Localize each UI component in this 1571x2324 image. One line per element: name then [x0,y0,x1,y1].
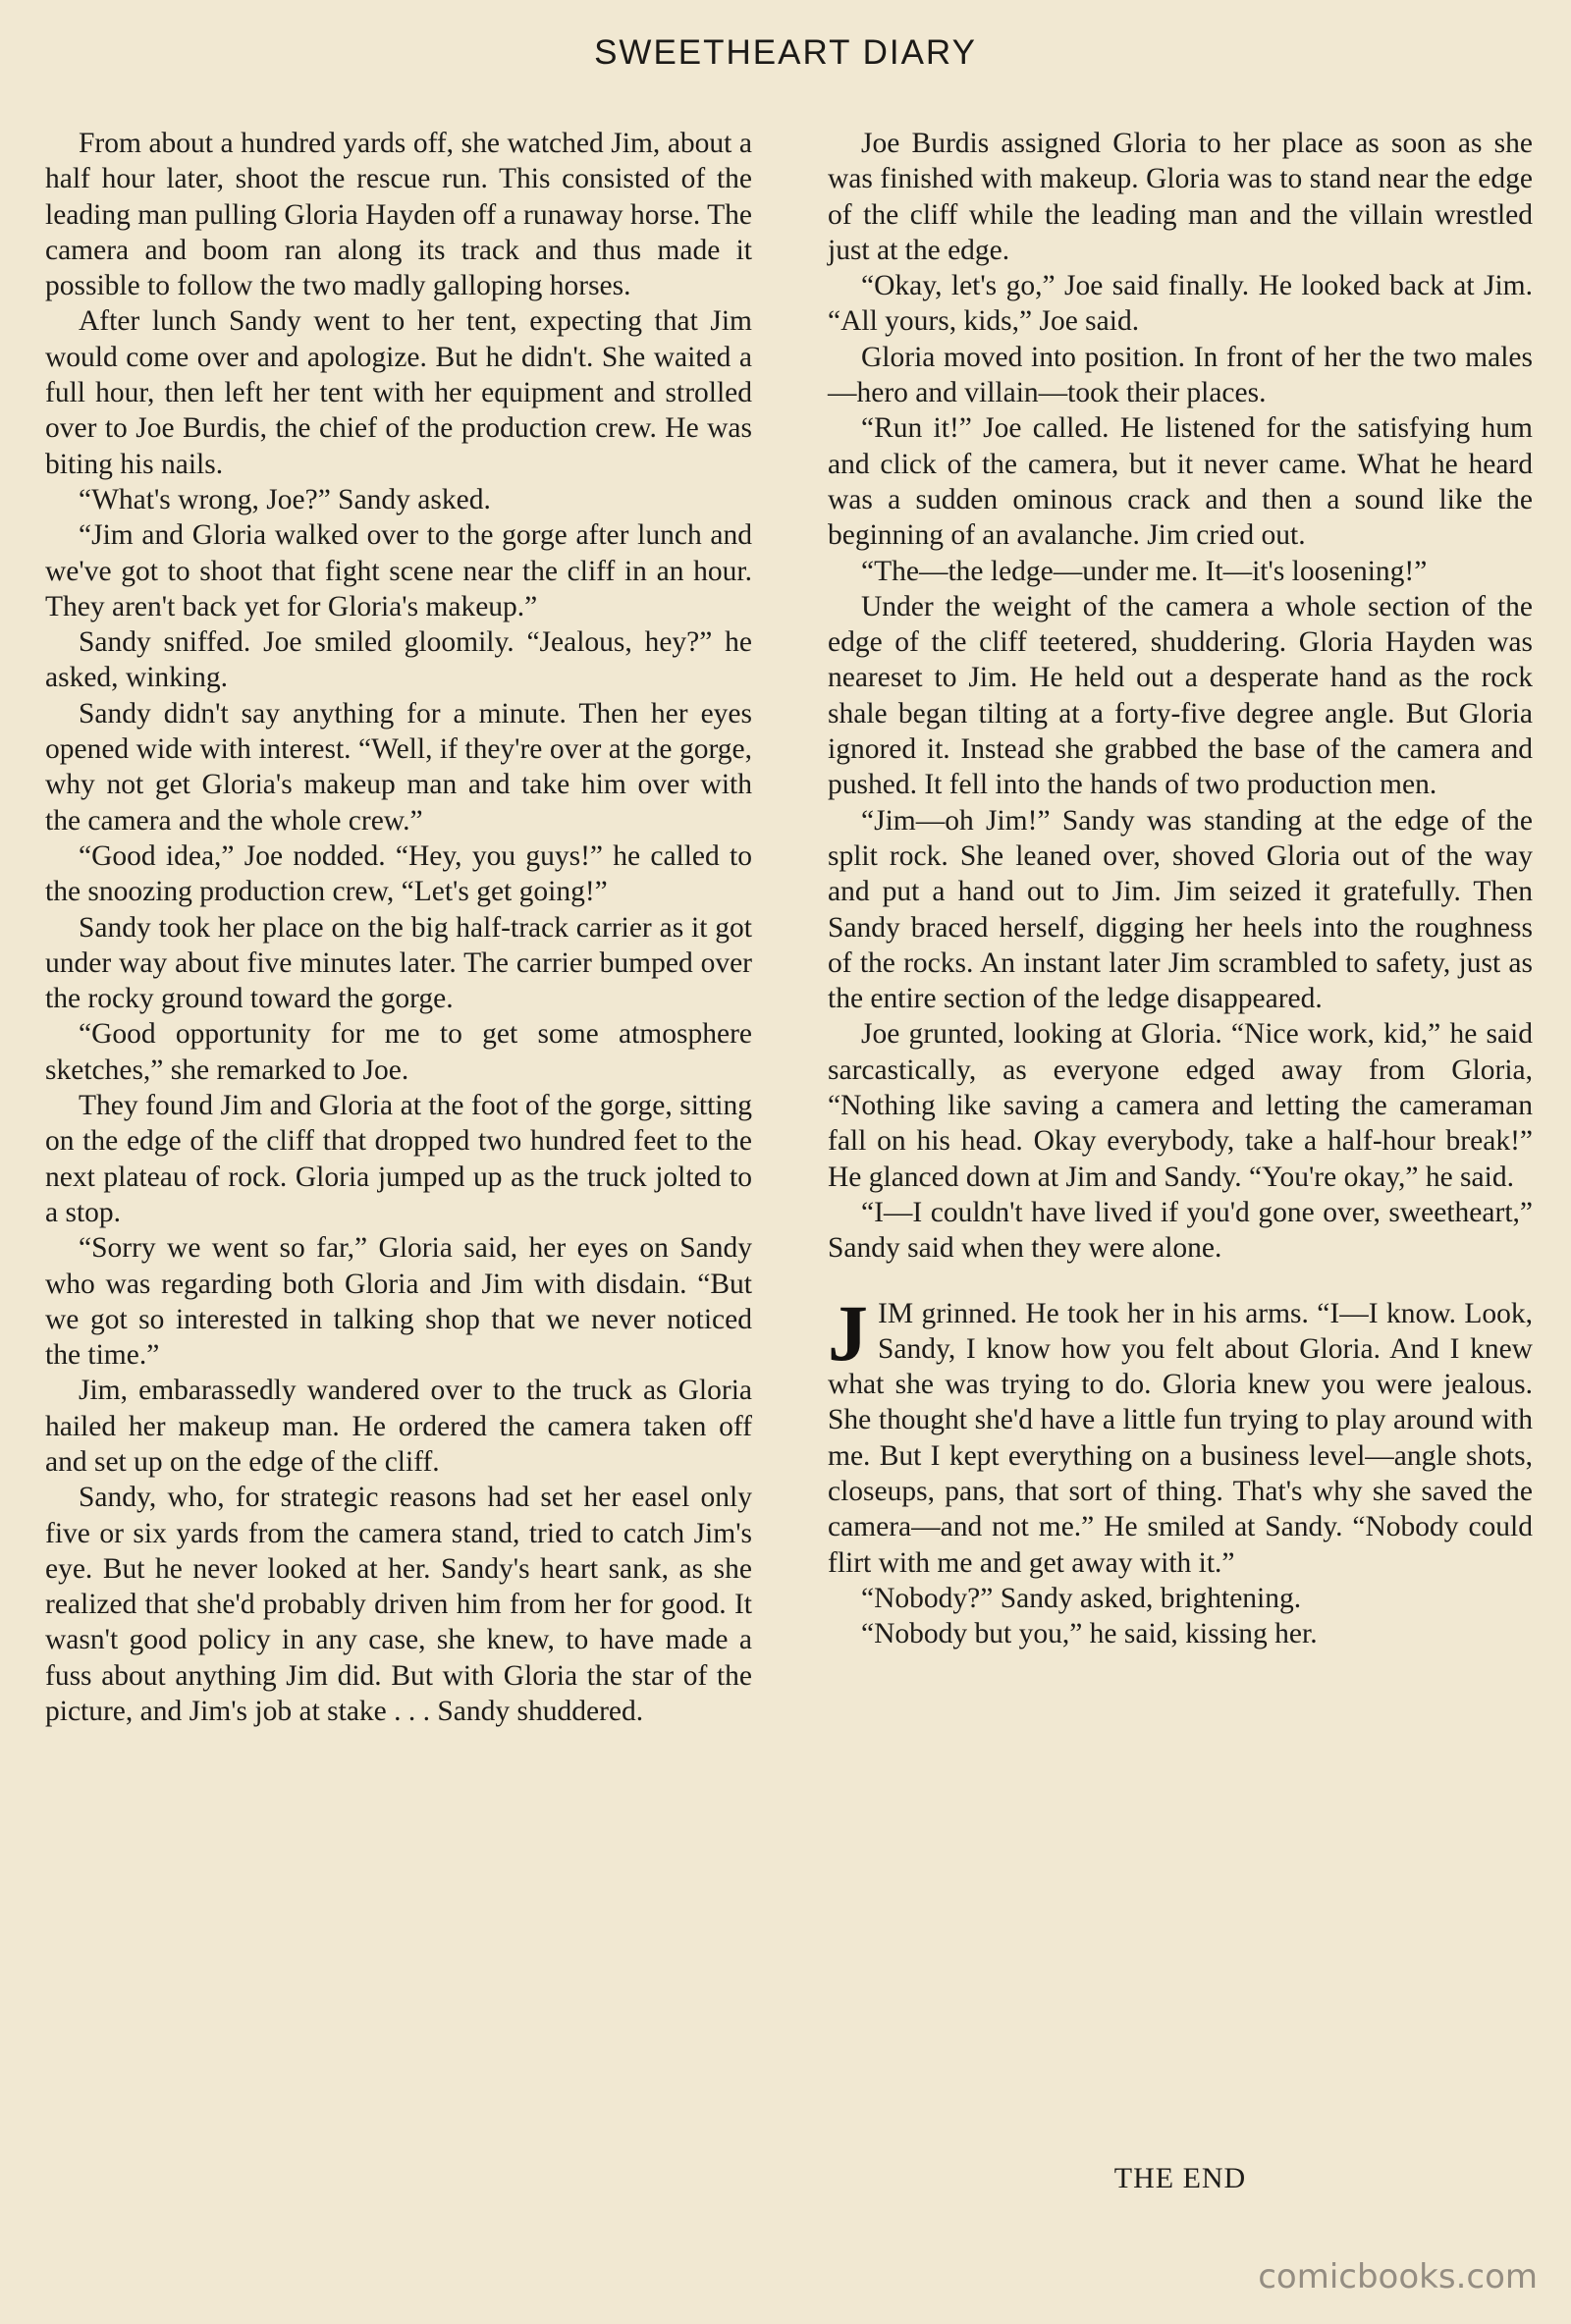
paragraph: “Sorry we went so far,” Gloria said, her eyes on Sandy who was regarding both Gloria and Jim with disdain. “But we got so interested in talking shop that we never noticed the time.” [45,1232,752,1372]
paragraph: “Jim—oh Jim!” Sandy was standing at the edge of the split rock. She leaned over, shoved Gloria out of the way and put a hand out to Jim. Jim seized it gratefully. Then Sandy braced herself, digging her heels into the roughness of the rocks. An instant later Jim scrambled to safety, just as the entire section of the ledge disappeared. [828,804,1533,1015]
paragraph: After lunch Sandy went to her tent, expecting that Jim would come over and apologize. But he didn't. She waited a full hour, then left her tent with her equipment and strolled over to Joe Burdis, the chief of the production crew. He was biting his nails. [45,305,752,480]
watermark: comicbooks.com [1258,2257,1538,2297]
drop-cap: J [828,1287,868,1378]
paragraph: They found Jim and Gloria at the foot of the gorge, sitting on the edge of the cliff that dropped two hundred feet to the next plateau of rock. Gloria jumped up as the truck jolted to a stop. [45,1090,752,1228]
paragraph: “Nobody?” Sandy asked, brightening. [861,1582,1302,1614]
paragraph: “What's wrong, Joe?” Sandy asked. [79,483,491,515]
paragraph: “Good idea,” Joe nodded. “Hey, you guys!” he called to the snoozing production crew, “Let's get going!” [45,839,752,908]
right-column [828,126,1533,1651]
paragraph: Joe Burdis assigned Gloria to her place as soon as she was finished with makeup. Gloria was to stand near the edge of the cliff while the leading man and the villain wrestled just at the edge. [828,128,1533,266]
paragraph: Jim, embarassedly wandered over to the truck as Gloria hailed her makeup man. He ordered the camera taken off and set up on the edge of the cliff. [45,1375,752,1478]
paragraph: Sandy didn't say anything for a minute. Then her eyes opened wide with interest. “Well, if they're over at the gorge, why not get Gloria's makeup man and take him over with the camera and the whole crew.” [45,697,752,837]
paragraph: Gloria moved into position. In front of her the two males—hero and villain—took their places. [828,341,1533,409]
the-end-label: THE END [1113,2162,1247,2194]
left-column [45,126,752,1729]
paragraph: Sandy took her place on the big half-track carrier as it got under way about five minutes later. The carrier bumped over the rocky ground toward the gorge. [45,911,752,1015]
paragraph: Sandy, who, for strategic reasons had set her easel only five or six yards from the camera stand, tried to catch Jim's eye. But he never looked at her. Sandy's heart sank, as she realized that she'd probably driven him from her for good. It wasn't good policy in any case, she knew, to have made a fuss about anything Jim did. But with Gloria the star of the picture, and Jim's job at stake . . . Sandy shuddered. [45,1482,752,1728]
paragraph: “I—I couldn't have lived if you'd gone over, sweetheart,” Sandy said when they were alone. [828,1196,1533,1265]
paragraph: Sandy sniffed. Joe smiled gloomily. “Jealous, hey?” he asked, winking. [45,626,752,694]
paragraph: “Jim and Gloria walked over to the gorge after lunch and we've got to shoot that fight scene near the cliff in an hour. They aren't back yet for Gloria's makeup.” [45,519,752,622]
paragraph: “Run it!” Joe called. He listened for the satisfying hum and click of the camera, but it never came. What he heard was a sudden ominous crack and then a sound like the beginning of an avalanche. Jim cried out. [828,412,1533,552]
paragraph: “Okay, let's go,” Joe said finally. He looked back at Jim. “All yours, kids,” Joe said. [828,270,1533,338]
paragraph: Joe grunted, looking at Gloria. “Nice work, kid,” he said sarcastically, as everyone edged away from Gloria, “Nothing like saving a camera and letting the cameraman fall on his head. Okay everybody, take a half-hour break!” He glanced down at Jim and Sandy. “You're okay,” he said. [828,1018,1533,1193]
page-title: SWEETHEART DIARY [594,33,977,72]
drop-cap-paragraph [828,1287,1533,1581]
paragraph: From about a hundred yards off, she watched Jim, about a half hour later, shoot the rescue run. This consisted of the leading man pulling Gloria Hayden off a runaway horse. The camera and boom ran along its track and thus made it possible to follow the two madly galloping horses. [45,128,752,302]
paragraph: Under the weight of the camera a whole section of the edge of the cliff teetered, shuddering. Gloria Hayden was neareset to Jim. He held out a desperate hand as the rock shale began tilting at a forty-five degree angle. But Gloria ignored it. Instead she grabbed the base of the camera and pushed. It fell into the hands of two production men. [828,590,1533,801]
paragraph-text: IM grinned. He took her in his arms. “I—I know. Look, Sandy, I know how you felt about Gloria. And I knew what she was trying to do. Gloria knew you were jealous. She thought she'd have a little fun trying to play around with me. But I kept everything on a business level—angle shots, closeups, pans, that sort of thing. That's why she saved the camera—and not me.” He smiled at Sandy. “Nobody could flirt with me and get away with it.” [828,1297,1533,1579]
paragraph: “The—the ledge—under me. It—it's loosening!” [861,555,1428,587]
paragraph: “Good opportunity for me to get some atmosphere sketches,” she remarked to Joe. [45,1018,752,1086]
paragraph: “Nobody but you,” he said, kissing her. [861,1618,1318,1650]
